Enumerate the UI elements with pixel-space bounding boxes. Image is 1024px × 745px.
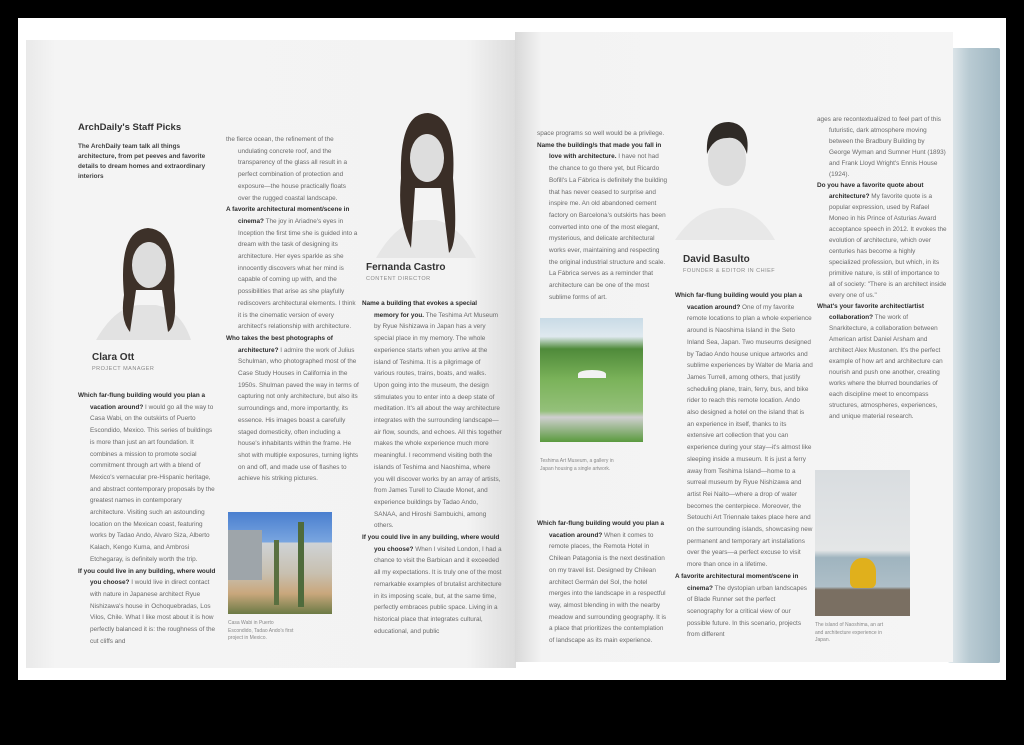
column-4-bottom [537, 518, 669, 647]
portrait-fernanda-castro [371, 108, 481, 258]
section-intro: The ArchDaily team talk all things architecture, from pet peeves and favorite details to dream homes and extraordinary interiors [78, 142, 206, 180]
qa-item: Which far-flung building would you plan a vacation around? I would go all the way to Casa Wabi, on the outskirts of Puerto Escondido, Mexico. This series of buildings is more than just an art foundation. It combines a mission to promote social commitment through art with a blend of Mexico's vernacular pre-Hispanic heritage, and abstract contemporary proposals by the greatest names in contemporary architecture. Visiting such an astounding location on the Mexican coast, featuring works by Tadao Ando, Alvaro Siza, Alberto Kalach, Kengo Kuma, and Ambrosi Etchegaray, is definitely worth the trip. [78, 392, 215, 563]
photo-casa-wabi [228, 512, 332, 614]
person-name: David Basulto [683, 254, 750, 265]
qa-item: What's your favorite architect/artist collaboration? The work of Snarkitecture, a collaboration between American artist Daniel Arsham and architect Alex Mustonen. It's the perfect example of how art and architecture can nourish and push one another, creating works where the blurred boundaries of each discipline meet to encompass structures, atmospheres, experiences, and unique material research. [817, 303, 943, 420]
qa-item: Name the building/s that made you fall in love with architecture. I have not had the chance to go there yet, but Ricardo Bofill's La Fábrica is definitely the building that has never ceased to surprise and inspire me. An old abandoned cement factory on Barcelona's outskirts has been converted into one of the most elegant, mysterious, and delicate architectural works ever, maintaining and respecting the original industrial structure and scale. La Fábrica serves as a reminder that architecture can be one of the most sublime forms of art. [537, 141, 668, 301]
photo-caption: Casa Wabi in Puerto Escondido, Tadao Ando's first project in Mexico. [228, 620, 294, 641]
column-2: the fierce ocean, the refinement of the undulating concrete roof, and the transparency of the glass all result in a perfect combination of protection and exposure—the house practically floats over the rugged coastal landscape. A favorite architectural moment/scene in cinema? The joy in Ariadne's eyes in Inception the first time she is guided into a dream with the task of designing its architecture. Her eyes sparkle as she innocently discovers what her mind is capable of coming up with, and the possibilities that arise as she playfully rediscovers architectural elements. I think it is the cinematic version of every architect's relationship with architecture. Who takes the best photographs of architecture? I admire the work of Julius Schulman, who photographed most of the Case Study Houses in California in the 1950s. Shulman paved the way in terms of capturing not only architecture, but also its surroundings and, more importantly, its essence. His images boast a carefully staged domesticity, often including a house's inhabitants within the frame. He shot with multiple exposures, turning lights on and off, and made use of flashes to achieve his striking pictures. [226, 134, 360, 485]
portrait-david-basulto [675, 110, 775, 240]
section-title: ArchDaily's Staff Picks [78, 122, 182, 133]
person-role: FOUNDER & EDITOR IN CHIEF [683, 267, 776, 274]
photo-caption: Teshima Art Museum, a gallery in Japan housing a single artwork. [540, 458, 614, 472]
qa-item: If you could live in any building, where would you choose? When I visited London, I had a chance to visit the Barbican and it exceeded all my expectations. It is truly one of the most remarkable examples of brutalist architecture in its imposing scale, but, at the same time, perfectly embraces public space. Living in a historical place that integrates cultural, educational, and public [362, 534, 502, 635]
photo-background [18, 18, 1006, 680]
photo-teshima-art-museum [540, 318, 643, 442]
column-6: ages are recontextualized to feel part of this futuristic, dark atmosphere moving between the Bradbury Building by George Wyman and Sumner Hunt (1893) and Frank Lloyd Wright's Ennis House (1924). Do you have a favorite quote about architecture? My favorite quote is a popular expression, used by Rafael Moneo in his Prince of Asturias Award acceptance speech in 2012. It evokes the evolution of architecture, which over centuries has become a highly specialized profession, but which, in its primitive nature, is still of importance to all of society: "There is an architect inside every one of us." What's your favorite architect/artist collaboration? The work of Snarkitecture, a collaboration between American artist Daniel Arsham and architect Alex Mustonen. It's the perfect example of how art and architecture can nourish and push one another, creating works where the blurred boundaries of each discipline meet to encompass structures, atmospheres, experiences, and unique material research. [817, 116, 947, 420]
column-5 [675, 290, 813, 641]
portrait-clara-ott [96, 220, 196, 345]
left-page [26, 40, 516, 668]
qa-item: A favorite architectural moment/scene in cinema? The dystopian urban landscapes of Blade Runner set the perfect scenography for a critical view of our possible future. In this scenario, projects from different [675, 572, 807, 639]
person-name: Fernanda Castro [366, 262, 446, 273]
person-name: Clara Ott [92, 352, 135, 363]
column-1-text [78, 390, 218, 647]
person-role: PROJECT MANAGER [92, 365, 155, 372]
photo-caption: The island of Naoshima, an art and architecture experience in Japan. [815, 622, 884, 643]
qa-item: Which far-flung building would you plan a vacation around? One of my favorite remote locations to plan a whole experience around is Naoshima Island in the Seto Inland Sea, Japan. Two museums designed by Tadao Ando house unique artworks and sublime experiences by Walter de Maria and James Turrell, among others, that justify scheduling plane, train, ferry, bus, and bike rider to reach this remote location. Ando also designed a hotel on the island that is an experience in itself, thanks to its extensive art collection that you can experience during your stay—it's almost like sleeping inside a museum. It is just a ferry away from Teshima Island—home to a surreal museum by Ryue Nishizawa and artist Rei Naito—where a drop of water becomes the centerpiece. Moreover, the Setouchi Art Triennale takes place here and on the surrounding islands, showcasing new permanent and temporary art installations over the years—a perfect excuse to visit more than once in a lifetime. [675, 292, 813, 569]
qa-item: Which far-flung building would you plan a vacation around? When it comes to remote places, the Remota Hotel in Chilean Patagonia is the next destination on my travel list. Designed by Chilean architect Germán del Sol, the hotel merges into the landscape in a respectful way, almost blending in with the nearby meadow and surrounding geography. It is a place that prioritizes the contemplation of landscape as its main experience. [537, 520, 667, 645]
column-4: space programs so well would be a privilege. Name the building/s that made you fall in love with architecture. I have not had the chance to go there yet, but Ricardo Bofill's La Fábrica is definitely the building that has never ceased to surprise and inspire me. An old abandoned cement factory on Barcelona's outskirts has been converted into one of the most elegant, mysterious, and delicate architectural works ever, maintaining and respecting the original industrial structure and scale. La Fábrica serves as a reminder that architecture can be one of the most sublime forms of art. [537, 128, 669, 304]
qa-item: Who takes the best photographs of architecture? I admire the work of Julius Schulman, who photographed most of the Case Study Houses in California in the 1950s. Shulman paved the way in terms of capturing not only architecture, but also its surroundings and, more importantly, its essence. His images boast a carefully staged domesticity, often including a house's inhabitants within the frame. He shot with multiple exposures, turning lights on and off, and made use of flashes to achieve his striking pictures. [226, 334, 359, 483]
qa-item: A favorite architectural moment/scene in cinema? The joy in Ariadne's eyes in Inception the first time she is guided into a dream with the task of designing its architecture. Her eyes sparkle as she innocently discovers what her mind is capable of coming up with, and the possibilities that arise as she playfully rediscovers architectural elements. I think it is the cinematic version of every architect's relationship with architecture. [226, 206, 358, 331]
qa-item: Name a building that evokes a special memory for you. The Teshima Art Museum by Ryue Nishizawa in Japan has a very special place in my memory. The whole experience starts when you arrive at the island of Teshima. It is a pilgrimage of various routes, trains, boats, and walks. Upon going into the museum, the design stimulates you to enter into a deep state of meditation. It's all about the way architecture integrates with the surrounding landscape—air flow, sounds, and echoes. All this together makes the whole experience much more meaningful. I recommend visiting both the islands of Teshima and Naoshima, where you will discover works by an array of artists, from James Turell to Claude Monet, and experience buildings by Tadao Ando, SANAA, and Hiroshi Sambuichi, among others. [362, 300, 502, 530]
qa-item: If you could live in any building, where would you choose? I would live in direct contact with nature in Japanese architect Ryue Nishizawa's house in Ochoquebradas, Los Vilos, Chile. What I like most about it is how perfectly balanced it is: the roughness of the cut cliffs and [78, 567, 216, 645]
column-1 [78, 122, 218, 182]
right-page [515, 32, 953, 662]
qa-item: Do you have a favorite quote about architecture? My favorite quote is a popular expression, used by Rafael Moneo in his Prince of Asturias Award acceptance speech in 2012. It evokes the evolution of architecture, which over centuries has become a highly specialized profession, but which, in its primitive nature, is still of importance to all of society: "There is an architect inside every one of us." [817, 182, 947, 299]
book-page-edges [948, 48, 1000, 663]
person-role: CONTENT DIRECTOR [366, 275, 431, 282]
photo-naoshima-pumpkin [815, 470, 910, 616]
column-3 [362, 298, 502, 637]
